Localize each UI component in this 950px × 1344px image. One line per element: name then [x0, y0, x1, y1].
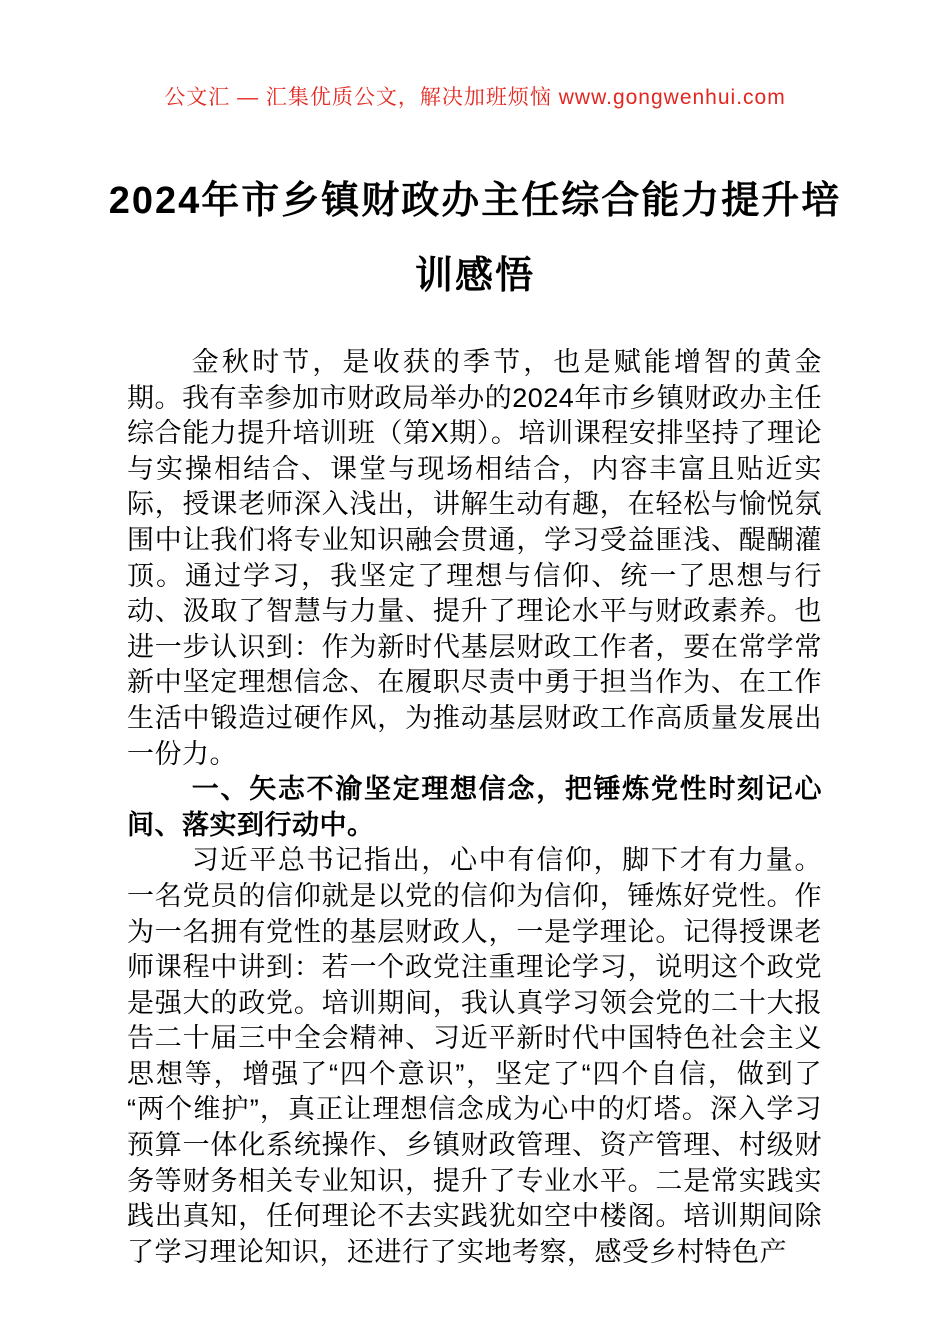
document-title-line-2: 训感悟 — [414, 255, 535, 297]
document-title — [0, 164, 950, 314]
site-watermark: 公文汇 — 汇集优质公文，解决加班烦恼 www.gongwenhui.com — [164, 86, 786, 109]
paragraph-section-body: 习近平总书记指出，心中有信仰，脚下才有力量。一名党员的信仰就是以党的信仰为信仰，锤炼好党性。作为一名拥有党性的基层财政人，一是学理论。记得授课老师课程中讲到：若一个政党注重理论学习，说明这个政党是强大的政党。培训期间，我认真学习领会党的二十大报告二十届三中全会精神、习近平新时代中国特色社会主义思想等，增强了“四个意识”，坚定了“四个自信，做到了“两个维护”，真正让理想信念成为心中的灯塔。深入学习预算一体化系统操作、乡镇财政管理、资产管理、村级财务等财务相关专业知识，提升了专业水平。二是常实践实践出真知，任何理论不去实践犹如空中楼阁。培训期间除了学习理论知识，还进行了实地考察，感受乡村特色产 — [127, 845, 822, 1267]
paragraph-section-heading: 一、矢志不渝坚定理想信念，把锤炼党性时刻记心间、落实到行动中。 — [127, 774, 822, 840]
paragraph-intro: 金秋时节，是收获的季节，也是赋能增智的黄金期。我有幸参加市财政局举办的2024年市乡镇财政办主任综合能力提升培训班（第X期）。培训课程安排坚持了理论与实操相结合、课堂与现场相结合，内容丰富且贴近实际，授课老师深入浅出，讲解生动有趣，在轻松与愉悦氛围中让我们将专业知识融会贯通，学习受益匪浅、醍醐灌顶。通过学习，我坚定了理想与信仰、统一了思想与行动、汲取了智慧与力量、提升了理论水平与财政素养。也进一步认识到：作为新时代基层财政工作者，要在常学常新中坚定理想信念、在履职尽责中勇于担当作为、在工作生活中锻造过硬作风，为推动基层财政工作高质量发展出一份力。 — [127, 347, 822, 769]
document-title-line-1: 2024年市乡镇财政办主任综合能力提升培 — [108, 180, 842, 222]
document-body — [127, 345, 822, 1270]
